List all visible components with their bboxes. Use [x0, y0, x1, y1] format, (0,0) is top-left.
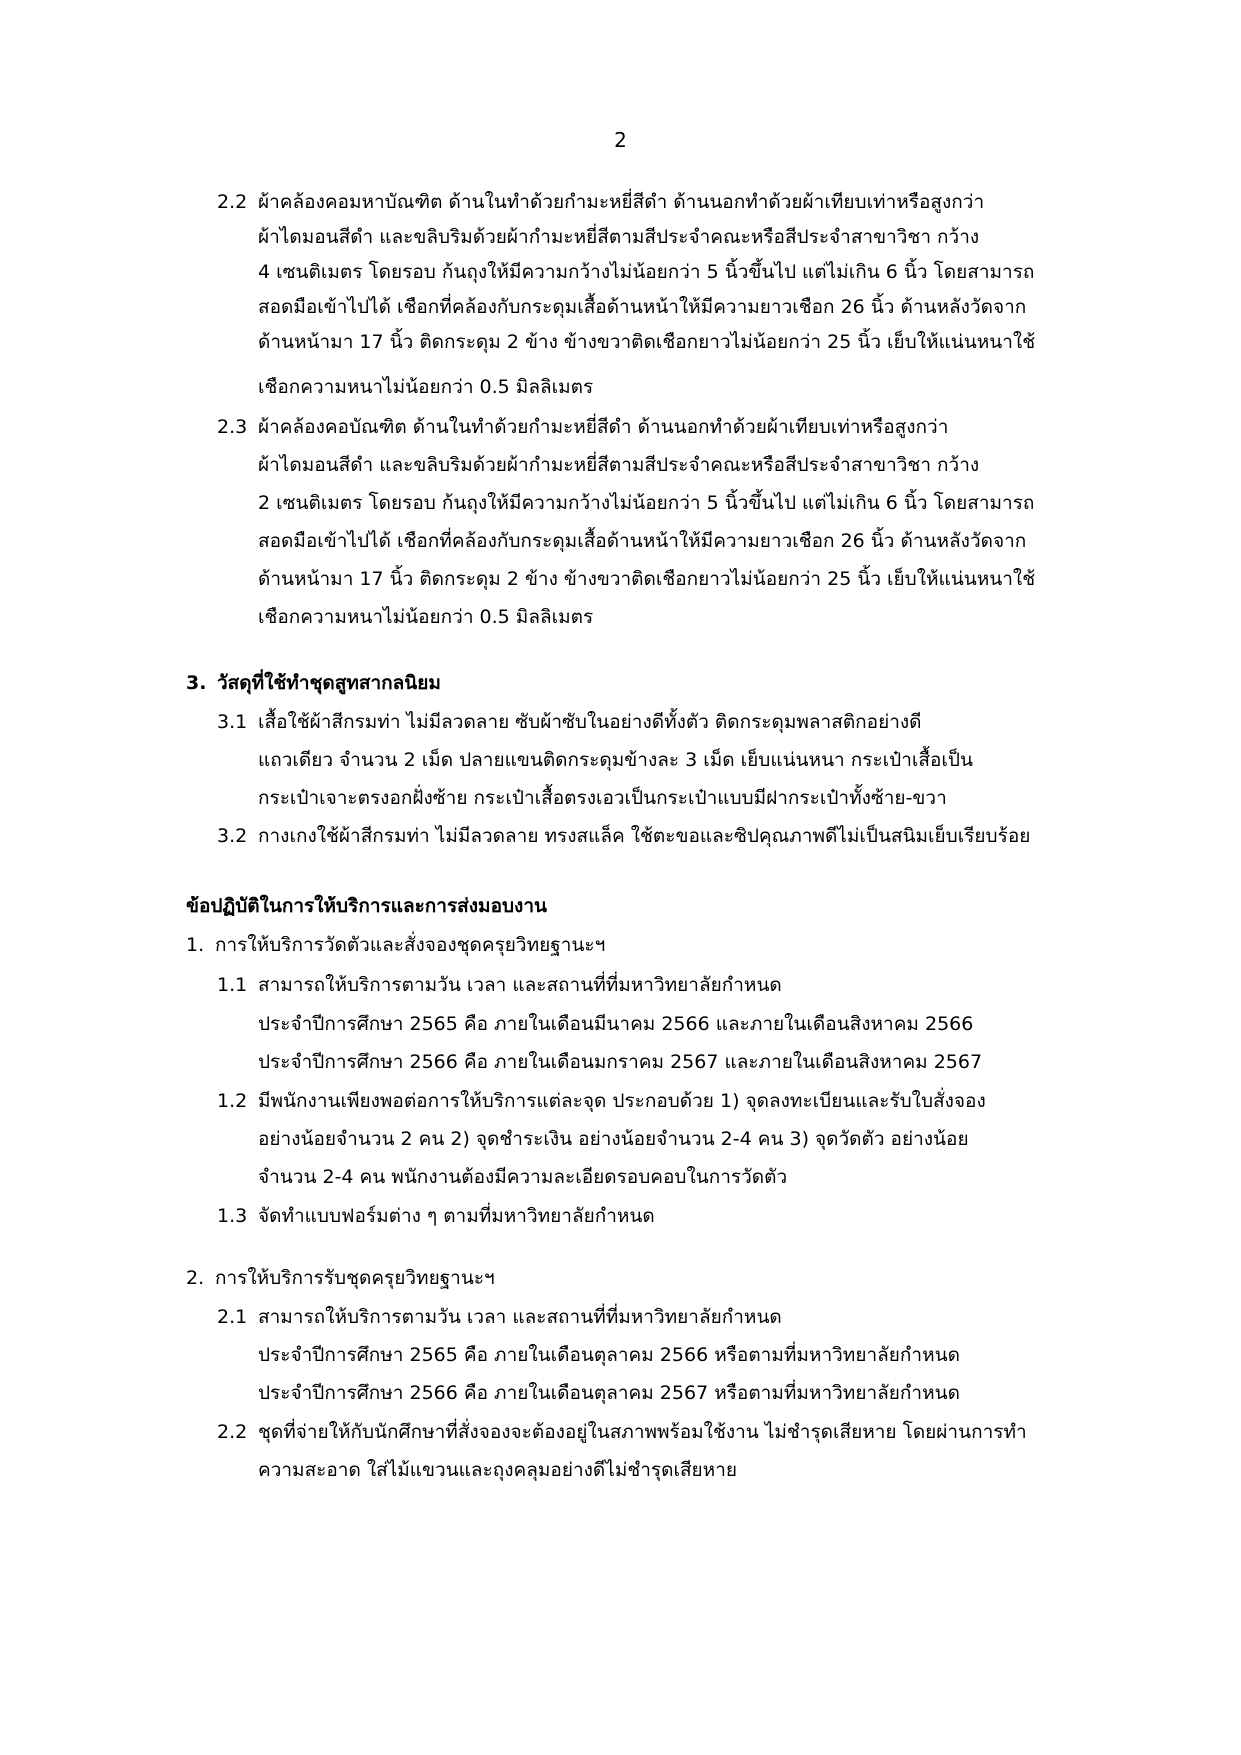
item-2-2-number: 2.2	[217, 191, 248, 213]
item-2-3-line: เชือกความหนาไม่น้อยกว่า 0.5 มิลลิเมตร	[258, 606, 594, 628]
item-p2-1-line: สามารถให้บริการตามวัน เวลา และสถานที่ที่มหาวิทยาลัยกำหนด	[258, 1306, 782, 1328]
practice-1-title: การให้บริการวัดตัวและสั่งจองชุดครุยวิทยฐานะฯ	[215, 934, 606, 956]
item-2-2-line: เชือกความหนาไม่น้อยกว่า 0.5 มิลลิเมตร	[258, 376, 594, 398]
item-3-1-number: 3.1	[217, 711, 248, 733]
item-2-2-line: ด้านหน้ามา 17 นิ้ว ติดกระดุม 2 ข้าง ข้างขวาติดเชือกยาวไม่น้อยกว่า 25 นิ้ว เย็บให้แน่นหนาใช้	[258, 331, 1036, 353]
item-2-3-line: สอดมือเข้าไปได้ เชือกที่คล้องกับกระดุมเสื้อด้านหน้าให้มีความยาวเชือก 26 นิ้ว ด้านหลังวัดจาก	[258, 530, 1027, 552]
item-p2-2-number: 2.2	[217, 1421, 248, 1443]
item-2-2-line: สอดมือเข้าไปได้ เชือกที่คล้องกับกระดุมเสื้อด้านหน้าให้มีความยาวเชือก 26 นิ้ว ด้านหลังวัดจาก	[258, 296, 1027, 318]
practice-title: ข้อปฏิบัติในการให้บริการและการส่งมอบงาน	[186, 895, 547, 917]
item-1-3-line: จัดทำแบบฟอร์มต่าง ๆ ตามที่มหาวิทยาลัยกำหนด	[258, 1205, 655, 1227]
item-3-1-line: แถวเดียว จำนวน 2 เม็ด ปลายแขนติดกระดุมข้างละ 3 เม็ด เย็บแน่นหนา กระเป๋าเสื้อเป็น	[258, 749, 973, 771]
section-3-number: 3.	[186, 672, 207, 694]
practice-2-number: 2.	[186, 1267, 205, 1289]
item-1-1-line: ประจำปีการศึกษา 2565 คือ ภายในเดือนมีนาคม 2566 และภายในเดือนสิงหาคม 2566	[258, 1013, 974, 1035]
item-1-2-line: จำนวน 2-4 คน พนักงานต้องมีความละเอียดรอบคอบในการวัดตัว	[258, 1166, 788, 1188]
section-3-title: วัสดุที่ใช้ทำชุดสูทสากลนิยม	[217, 672, 441, 694]
item-1-1-line: สามารถให้บริการตามวัน เวลา และสถานที่ที่มหาวิทยาลัยกำหนด	[258, 974, 782, 996]
item-2-3-number: 2.3	[217, 416, 248, 438]
page-number: 2	[614, 128, 627, 152]
item-p2-2-line: ชุดที่จ่ายให้กับนักศึกษาที่สั่งจองจะต้องอยู่ในสภาพพร้อมใช้งาน ไม่ชำรุดเสียหาย โดยผ่านการทำ	[258, 1421, 1027, 1443]
practice-2-title: การให้บริการรับชุดครุยวิทยฐานะฯ	[215, 1267, 495, 1289]
item-1-1-number: 1.1	[217, 974, 248, 996]
item-2-3-line: ผ้าคล้องคอบัณฑิต ด้านในทำด้วยกำมะหยี่สีดำ ด้านนอกทำด้วยผ้าเทียบเท่าหรือสูงกว่า	[258, 416, 949, 438]
item-3-2-line: กางเกงใช้ผ้าสีกรมท่า ไม่มีลวดลาย ทรงสแล็ค ใช้ตะขอและซิปคุณภาพดีไม่เป็นสนิมเย็บเรียบร้อย	[258, 825, 1031, 847]
item-1-3-number: 1.3	[217, 1205, 248, 1227]
item-2-3-line: ผ้าไดมอนสีดำ และขลิบริมด้วยผ้ากำมะหยี่สีตามสีประจำคณะหรือสีประจำสาขาวิชา กว้าง	[258, 454, 980, 476]
item-1-1-line: ประจำปีการศึกษา 2566 คือ ภายในเดือนมกราคม 2567 และภายในเดือนสิงหาคม 2567	[258, 1051, 983, 1073]
item-3-2-number: 3.2	[217, 825, 248, 847]
item-p2-1-number: 2.1	[217, 1306, 248, 1328]
item-p2-1-line: ประจำปีการศึกษา 2565 คือ ภายในเดือนตุลาคม 2566 หรือตามที่มหาวิทยาลัยกำหนด	[258, 1344, 960, 1366]
item-2-3-line: 2 เซนติเมตร โดยรอบ ก้นถุงให้มีความกว้างไม่น้อยกว่า 5 นิ้วขึ้นไป แต่ไม่เกิน 6 นิ้ว โดยสามารถ	[258, 492, 1035, 514]
item-1-2-line: มีพนักงานเพียงพอต่อการให้บริการแต่ละจุด ประกอบด้วย 1) จุดลงทะเบียนและรับใบสั่งจอง	[258, 1090, 986, 1112]
practice-1-number: 1.	[186, 934, 205, 956]
item-3-1-line: กระเป๋าเจาะตรงอกฝั่งซ้าย กระเป๋าเสื้อตรงเอวเป็นกระเป๋าแบบมีฝากระเป๋าทั้งซ้าย-ขวา	[258, 787, 947, 809]
item-2-3-line: ด้านหน้ามา 17 นิ้ว ติดกระดุม 2 ข้าง ข้างขวาติดเชือกยาวไม่น้อยกว่า 25 นิ้ว เย็บให้แน่นหนาใช้	[258, 568, 1036, 590]
item-3-1-line: เสื้อใช้ผ้าสีกรมท่า ไม่มีลวดลาย ซับผ้าซับในอย่างดีทั้งตัว ติดกระดุมพลาสติกอย่างดี	[258, 711, 922, 733]
item-2-2-line: 4 เซนติเมตร โดยรอบ ก้นถุงให้มีความกว้างไม่น้อยกว่า 5 นิ้วขึ้นไป แต่ไม่เกิน 6 นิ้ว โดยสามารถ	[258, 261, 1035, 283]
item-2-2-line: ผ้าคล้องคอมหาบัณฑิต ด้านในทำด้วยกำมะหยี่สีดำ ด้านนอกทำด้วยผ้าเทียบเท่าหรือสูงกว่า	[258, 191, 985, 213]
item-p2-1-line: ประจำปีการศึกษา 2566 คือ ภายในเดือนตุลาคม 2567 หรือตามที่มหาวิทยาลัยกำหนด	[258, 1382, 960, 1404]
item-2-2-line: ผ้าไดมอนสีดำ และขลิบริมด้วยผ้ากำมะหยี่สีตามสีประจำคณะหรือสีประจำสาขาวิชา กว้าง	[258, 226, 980, 248]
item-1-2-number: 1.2	[217, 1090, 248, 1112]
item-1-2-line: อย่างน้อยจำนวน 2 คน 2) จุดชำระเงิน อย่างน้อยจำนวน 2-4 คน 3) จุดวัดตัว อย่างน้อย	[258, 1128, 969, 1150]
item-p2-2-line: ความสะอาด ใส่ไม้แขวนและถุงคลุมอย่างดีไม่ชำรุดเสียหาย	[258, 1459, 737, 1481]
